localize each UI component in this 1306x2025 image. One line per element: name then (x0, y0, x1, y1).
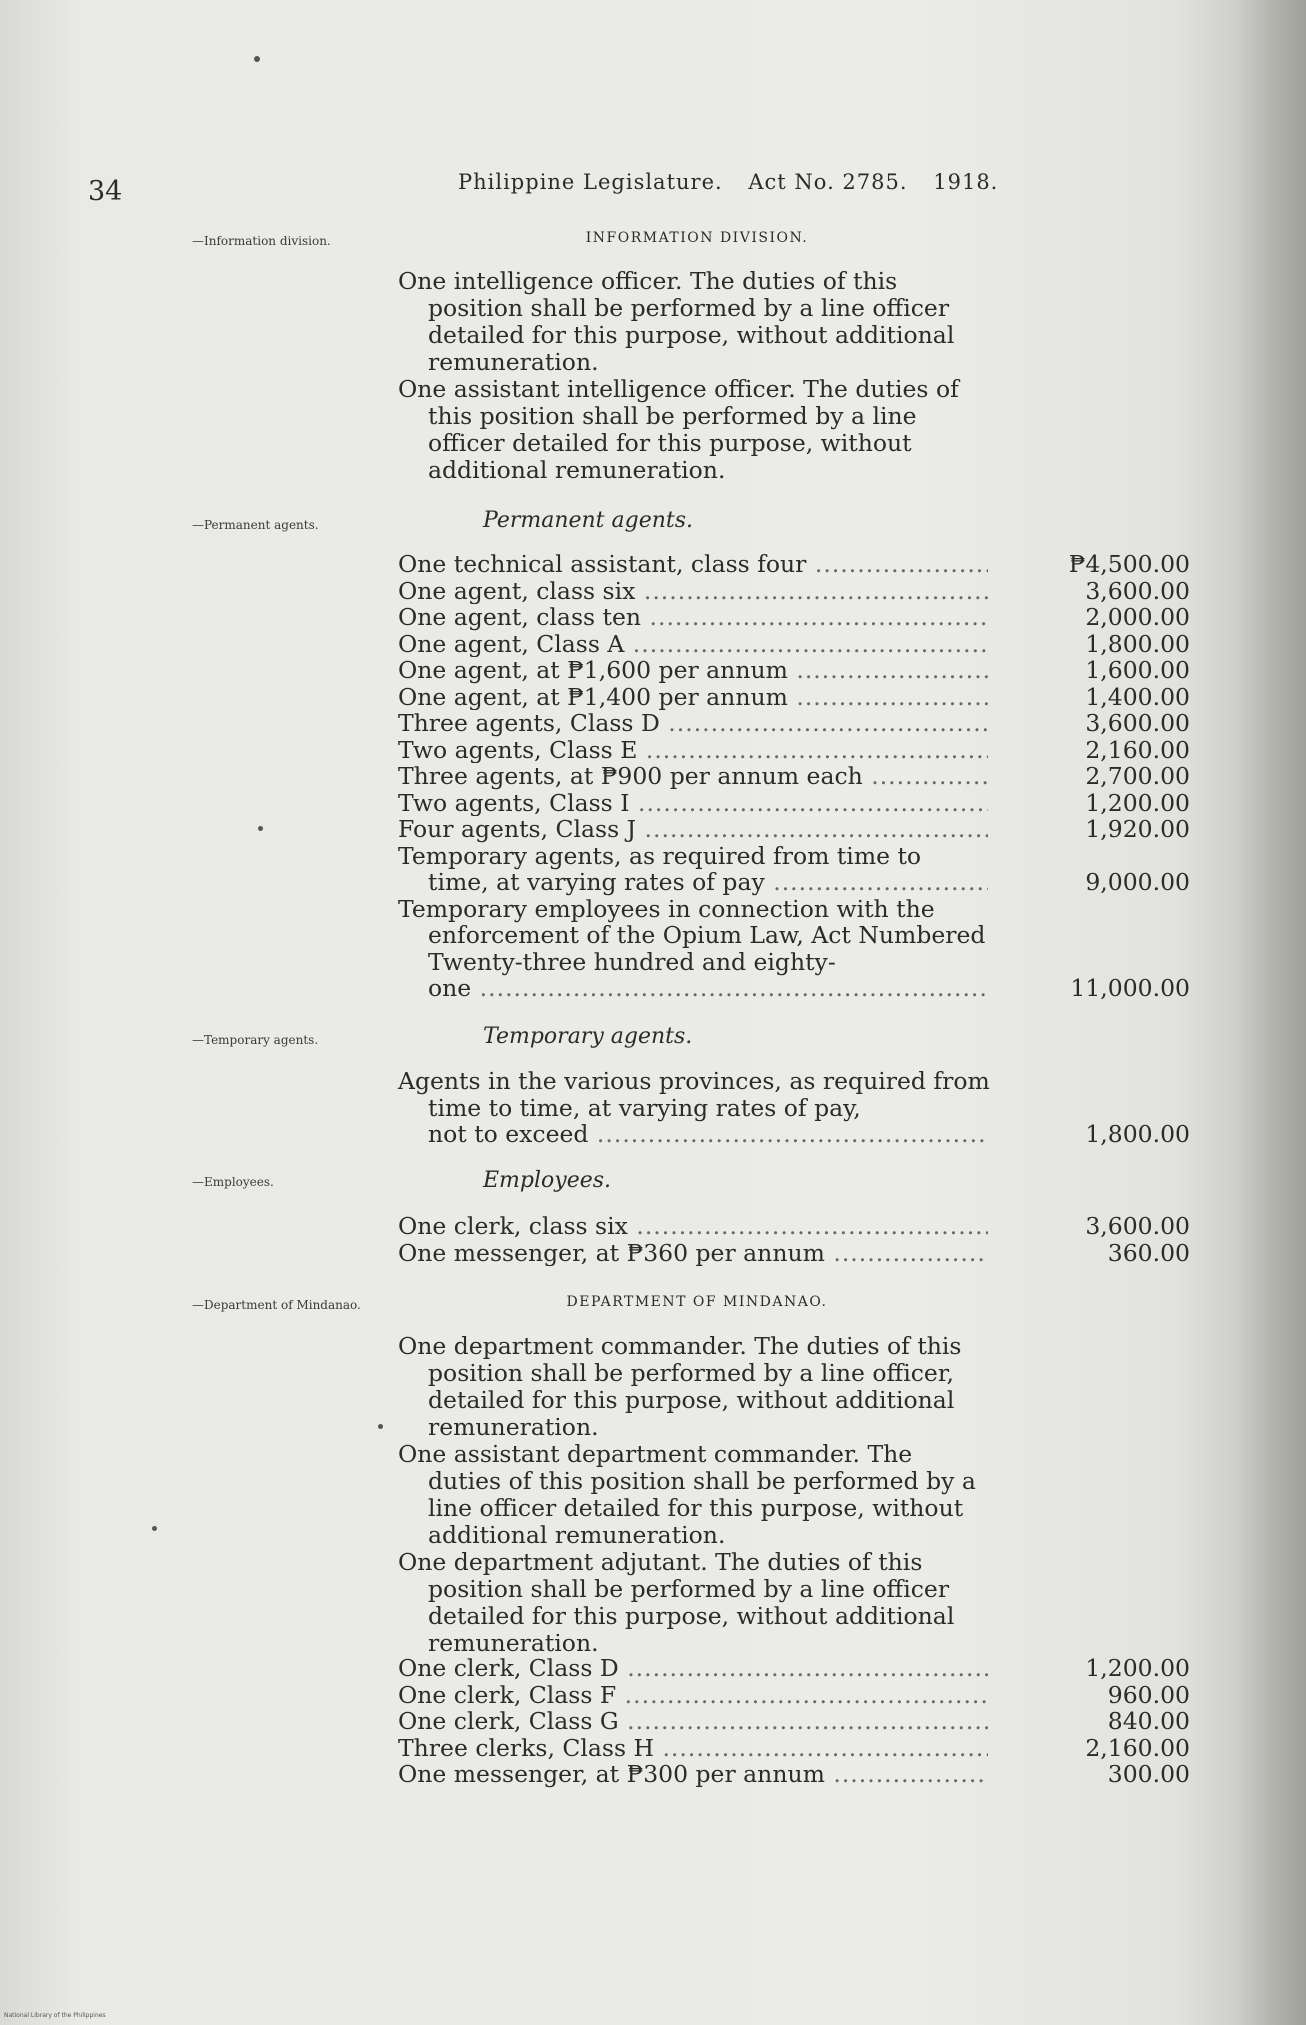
running-head (458, 170, 1016, 194)
amount: 300.00 (1107, 1760, 1190, 1788)
binding-shadow (1236, 0, 1306, 2025)
footer-credit: National Library of the Philippines (4, 2012, 106, 2019)
amount: 2,160.00 (1085, 735, 1190, 764)
paragraph-department-adjutant: One department adjutant. The duties of this position shall be performed by a line officer detailed for this purpose, without additional remuneration. (398, 1548, 955, 1657)
margin-note-mindanao: —Department of Mindanao. (192, 1298, 361, 1312)
list-item: Agents in the various provinces, as required from time to time, at varying rates of pay, not to exceed ..... 1,800.00 (398, 1068, 1190, 1148)
amount: 960.00 (1107, 1680, 1190, 1709)
paragraph-assistant-department-commander: One assistant department commander. The duties of this position shall be performed by a line officer detailed for this purpose, without additional remuneration. (398, 1440, 976, 1549)
page-number: 34 (88, 176, 123, 207)
list-item: One clerk, class six ..... 3,600.00 (398, 1213, 1190, 1240)
list-item: One agent, at ₱1,400 per annum ..... 1,400.00 (398, 684, 1190, 711)
paragraph-department-commander: One department commander. The duties of this position shall be performed by a line officer, detailed for this purpose, without additional remuneration. (398, 1332, 962, 1441)
heading-employees: Employees. (483, 1168, 612, 1193)
list-item: One agent, class six ..... 3,600.00 (398, 578, 1190, 605)
list-item: One messenger, at ₱300 per annum ..... 300.00 (398, 1761, 1190, 1788)
list-item: One clerk, Class D ..... 1,200.00 (398, 1655, 1190, 1682)
list-item-opium-law: Temporary employees in connection with the enforcement of the Opium Law, Act Numbered Twenty-three hundred and eighty- one ..... 11,000.00 (398, 896, 1190, 1002)
paragraph-assistant-intelligence-officer: One assistant intelligence officer. The duties of this position shall be performed by a line officer detailed for this purpose, without additional remuneration. (398, 375, 959, 484)
amount: 9,000.00 (1085, 868, 1190, 896)
list-item: One agent, at ₱1,600 per annum ..... 1,600.00 (398, 657, 1190, 684)
amount: 2,000.00 (1085, 603, 1190, 631)
list-item: One messenger, at ₱360 per annum ..... 360.00 (398, 1240, 1190, 1267)
temporary-agents-list (398, 1068, 1190, 1148)
heading-information-division: INFORMATION DIVISION. (585, 230, 809, 246)
running-head-act: Act No. 2785. (748, 170, 908, 194)
amount: 1,200.00 (1085, 788, 1190, 817)
information-division-text (398, 268, 988, 484)
list-item: Four agents, Class J ..... 1,920.00 (398, 816, 1190, 843)
speck (258, 826, 263, 831)
heading-permanent-agents: Permanent agents. (483, 508, 694, 533)
speck (254, 56, 260, 62)
list-item: One agent, class ten ..... 2,000.00 (398, 604, 1190, 631)
paragraph-intelligence-officer: One intelligence officer. The duties of this position shall be performed by a line officer detailed for this purpose, without additional remuneration. (398, 267, 955, 376)
amount: ₱4,500.00 (1068, 550, 1190, 578)
department-mindanao-text (398, 1333, 988, 1657)
margin-note-employees: —Employees. (192, 1175, 274, 1189)
employees-list (398, 1213, 1190, 1266)
amount: 11,000.00 (1070, 974, 1190, 1002)
amount: 2,700.00 (1085, 762, 1190, 790)
margin-note-temporary: —Temporary agents. (192, 1033, 319, 1047)
amount: 1,920.00 (1085, 815, 1190, 843)
speck (378, 1424, 383, 1429)
list-item: Three agents, Class D ..... 3,600.00 (398, 710, 1190, 737)
amount: 3,600.00 (1085, 1212, 1190, 1240)
list-item: One clerk, Class F ..... 960.00 (398, 1682, 1190, 1709)
list-item: Three clerks, Class H ..... 2,160.00 (398, 1735, 1190, 1762)
department-mindanao-list (398, 1655, 1190, 1788)
list-item: Two agents, Class I ..... 1,200.00 (398, 790, 1190, 817)
permanent-agents-list (398, 551, 1190, 1002)
amount: 1,600.00 (1085, 656, 1190, 684)
amount: 1,200.00 (1085, 1654, 1190, 1682)
heading-department-mindanao: DEPARTMENT OF MINDANAO. (566, 1294, 828, 1310)
amount: 1,800.00 (1085, 1120, 1190, 1148)
running-head-title: Philippine Legislature. (458, 170, 723, 194)
list-item: Three agents, at ₱900 per annum each ..... 2,700.00 (398, 763, 1190, 790)
list-item-temporary-agents: Temporary agents, as required from time to time, at varying rates of pay ..... 9,000.00 (398, 843, 1190, 896)
list-item: One clerk, Class G ..... 840.00 (398, 1708, 1190, 1735)
running-head-year: 1918. (933, 170, 999, 194)
amount: 840.00 (1107, 1707, 1190, 1735)
amount: 1,400.00 (1085, 682, 1190, 711)
margin-note-information: —Information division. (192, 234, 331, 248)
amount: 2,160.00 (1085, 1733, 1190, 1762)
list-item: One technical assistant, class four ..... ₱4,500.00 (398, 551, 1190, 578)
amount: 3,600.00 (1085, 576, 1190, 605)
amount: 1,800.00 (1085, 629, 1190, 658)
list-item: One agent, Class A ..... 1,800.00 (398, 631, 1190, 658)
speck (152, 1526, 157, 1531)
heading-temporary-agents: Temporary agents. (483, 1024, 693, 1049)
amount: 360.00 (1107, 1238, 1190, 1267)
amount: 3,600.00 (1085, 709, 1190, 737)
margin-note-permanent: —Permanent agents. (192, 518, 319, 532)
list-item: Two agents, Class E ..... 2,160.00 (398, 737, 1190, 764)
